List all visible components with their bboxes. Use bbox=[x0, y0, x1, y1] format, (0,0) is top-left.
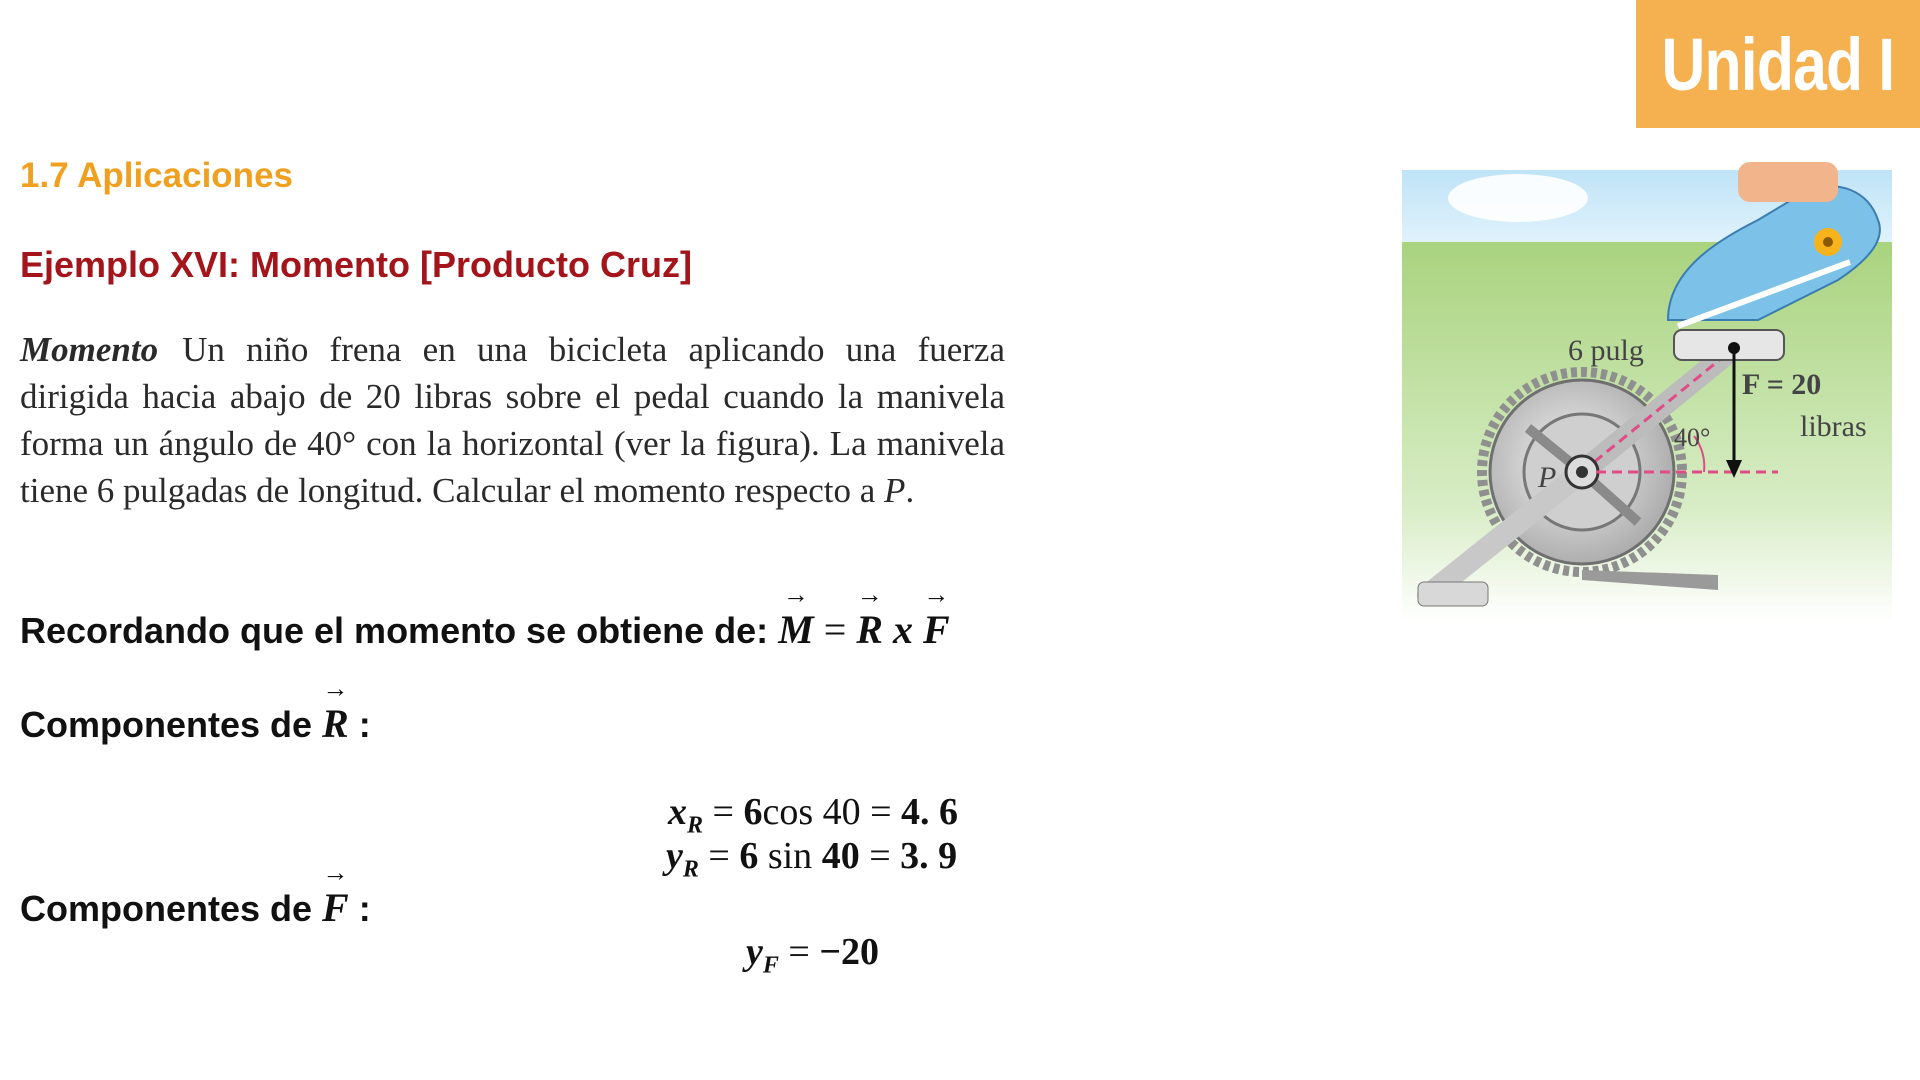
eq-xr-arg: 40 bbox=[822, 791, 861, 833]
eq-xr-fn: cos bbox=[762, 791, 814, 833]
shoe-flower-center bbox=[1823, 237, 1833, 247]
label-force bbox=[1742, 368, 1821, 401]
eq-yr-coef: 6 bbox=[739, 835, 759, 877]
leg bbox=[1738, 162, 1838, 202]
eq-xr-var: x bbox=[668, 791, 687, 833]
vector-m: → M bbox=[778, 606, 814, 653]
hub-center bbox=[1576, 466, 1588, 478]
moment-formula bbox=[778, 607, 950, 652]
eq-yr-sub: R bbox=[682, 856, 699, 883]
section-title: 1.7 Aplicaciones bbox=[20, 156, 293, 195]
eq-yr-arg: 40 bbox=[821, 835, 860, 877]
components-r-colon: : bbox=[358, 704, 371, 745]
label-force-line1: F = 20 bbox=[1742, 368, 1822, 401]
vector-r: → R bbox=[856, 606, 883, 653]
problem-keyword: Momento bbox=[20, 330, 159, 369]
problem-statement bbox=[20, 326, 1005, 514]
equals-sign: = bbox=[823, 607, 847, 652]
vector-f: → F bbox=[923, 606, 950, 653]
label-force-unit: libras bbox=[1800, 410, 1867, 443]
components-f-symbol: → F bbox=[322, 884, 349, 931]
unit-badge bbox=[1636, 0, 1920, 128]
problem-text: Un niño frena en una bicicleta aplicando una fuerza dirigida hacia abajo de 20 libras sobre el pedal cuando la manivela forma un ángulo de 40° con la horizontal (ver la figura). La manivela tiene 6 pulgadas de longitud. Calcular el momento respecto a bbox=[20, 330, 1005, 510]
label-point-p: P bbox=[1538, 461, 1557, 494]
components-f-colon: : bbox=[358, 888, 371, 929]
components-r-text: Componentes de bbox=[20, 704, 313, 745]
components-f-text: Componentes de bbox=[20, 888, 313, 929]
cross-symbol: x bbox=[892, 607, 913, 652]
equation-yr: $y_R = 6$ sin 40 = 3. 9 bbox=[666, 835, 958, 883]
lower-pedal bbox=[1418, 582, 1488, 606]
recall-label: Recordando que el momento se obtiene de: bbox=[20, 610, 769, 651]
label-length: 6 pulg bbox=[1568, 334, 1644, 367]
example-title: Ejemplo XVI: Momento [Producto Cruz] bbox=[20, 244, 692, 285]
bicycle-crank-figure bbox=[1398, 150, 1898, 630]
eq-yr-var: y bbox=[666, 835, 683, 877]
problem-text-end: . bbox=[905, 471, 915, 510]
eq-xr-coef: 6 bbox=[743, 791, 763, 833]
recall-line bbox=[20, 606, 950, 653]
components-r-label bbox=[20, 700, 371, 747]
components-f-label bbox=[20, 884, 371, 931]
unit-badge-label: Unidad I bbox=[1661, 22, 1895, 106]
equation-yf: $y_F = -20$ bbox=[746, 931, 879, 979]
eq-xr-result: 4. 6 bbox=[901, 791, 959, 833]
equation-xr: $x_R = 6\cos$ 40 = 4. 6 bbox=[668, 791, 959, 839]
eq-xr-sub: R bbox=[687, 812, 704, 839]
eq-yf-sub: F bbox=[762, 952, 779, 979]
eq-yr-result: 3. 9 bbox=[900, 835, 958, 877]
eq-yf-var: y bbox=[746, 931, 763, 973]
problem-point: P bbox=[884, 471, 906, 510]
eq-yf-result: −20 bbox=[819, 931, 879, 973]
cloud bbox=[1448, 174, 1588, 222]
eq-yr-fn: sin bbox=[767, 835, 813, 877]
components-r-symbol: → R bbox=[322, 700, 349, 747]
label-angle: 40° bbox=[1674, 423, 1711, 452]
